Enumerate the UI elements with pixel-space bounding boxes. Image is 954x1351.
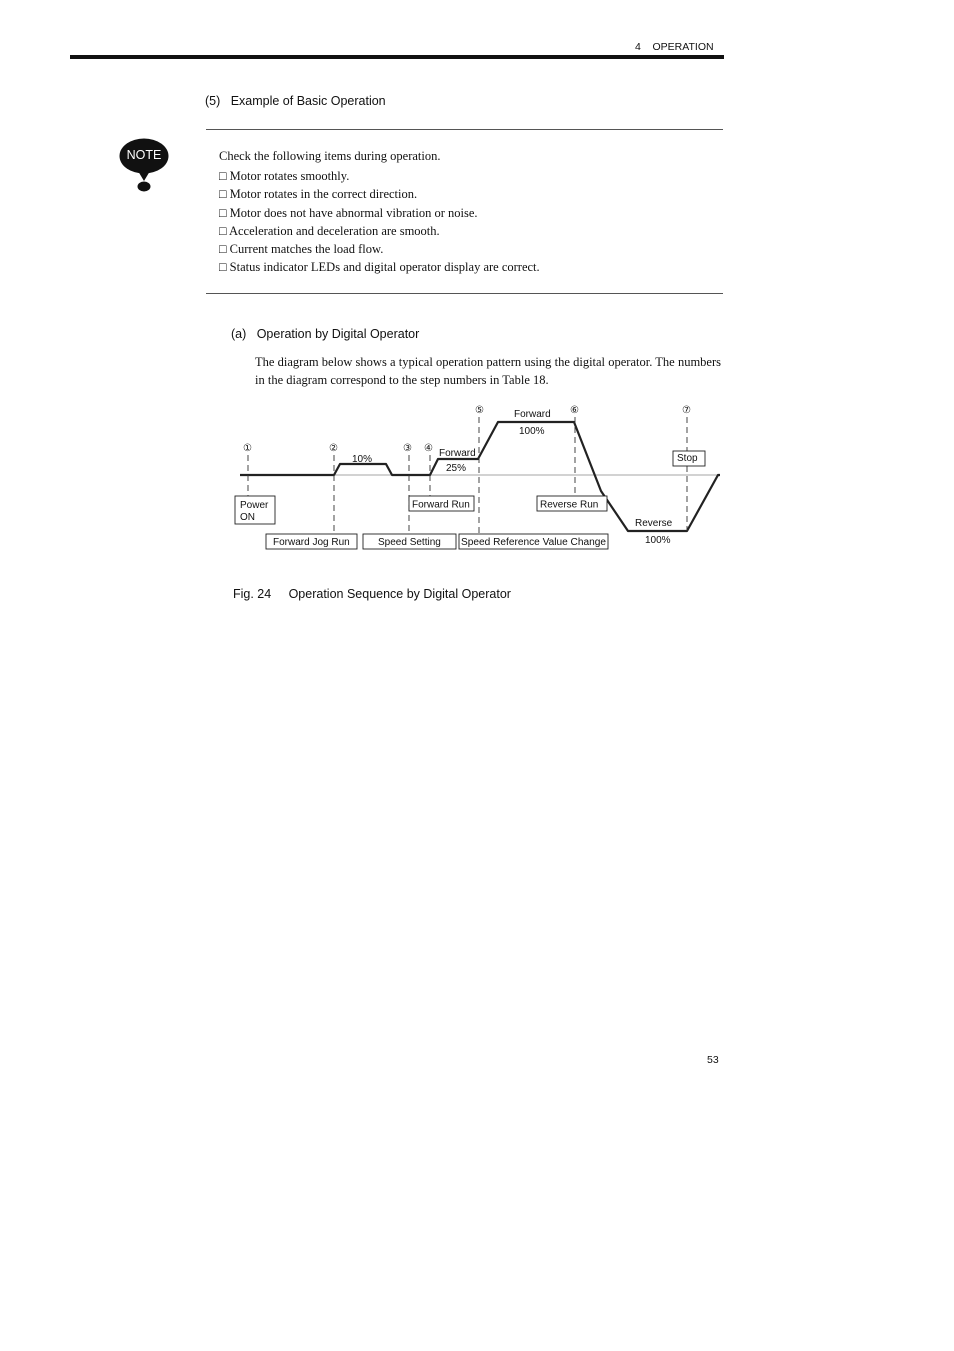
operation-sequence-diagram — [228, 395, 724, 560]
forward-25-value-label: 25% — [446, 463, 467, 474]
step-number-1: ① — [243, 443, 252, 454]
jog-speed-label: 10% — [352, 454, 373, 465]
note-intro: Check the following items during operation. — [219, 149, 441, 163]
power-on-label-line2: ON — [240, 512, 255, 523]
checklist-item: □ Motor does not have abnormal vibration or noise. — [219, 205, 478, 220]
step-number-4: ④ — [424, 443, 433, 454]
checklist-item: □ Status indicator LEDs and digital operator display are correct. — [219, 260, 540, 275]
speed-setting-label: Speed Setting — [378, 537, 441, 548]
reverse-run-label: Reverse Run — [540, 499, 599, 511]
forward-25-direction-label: Forward — [439, 448, 476, 459]
forward-100-value-label: 100% — [519, 426, 545, 437]
checklist-item: □ Motor rotates smoothly. — [219, 169, 350, 183]
body-paragraph: The diagram below shows a typical operation pattern using the digital operator. The numbers in the diagram correspond to the step numbers in Table 18. — [255, 355, 721, 387]
step-number-7: ⑦ — [682, 405, 691, 416]
step-number-6: ⑥ — [570, 405, 579, 416]
step-number-3: ③ — [403, 443, 412, 454]
forward-run-label: Forward Run — [412, 499, 470, 511]
speed-profile-line — [240, 422, 720, 531]
note-bottom-rule — [206, 293, 723, 294]
note-icon — [118, 138, 170, 194]
forward-jog-run-label: Forward Jog Run — [273, 537, 350, 548]
speed-reference-change-label: Speed Reference Value Change — [461, 537, 607, 548]
checklist-item: □ Current matches the load flow. — [219, 242, 384, 257]
checklist-item: □ Acceleration and deceleration are smooth. — [219, 223, 440, 238]
checklist-item: □ Motor rotates in the correct direction. — [219, 187, 418, 202]
checklist — [219, 167, 540, 277]
reverse-100-value-label: 100% — [645, 535, 671, 546]
reverse-100-direction-label: Reverse — [635, 518, 673, 529]
section-heading: (5) Example of Basic Operation — [205, 94, 386, 108]
note-top-rule — [206, 129, 723, 130]
stop-label: Stop — [677, 453, 698, 464]
step-number-2: ② — [329, 443, 338, 454]
figure-caption: Fig. 24 Operation Sequence by Digital Operator — [233, 587, 511, 601]
header-rule — [70, 55, 724, 59]
step-number-5: ⑤ — [475, 405, 484, 416]
subsection-heading: (a) Operation by Digital Operator — [231, 327, 420, 341]
page-number: 53 — [707, 1054, 719, 1066]
note-badge-label: NOTE — [126, 148, 162, 162]
power-on-label-line1: Power — [240, 500, 269, 511]
forward-100-direction-label: Forward — [514, 409, 551, 420]
running-head: 4 OPERATION — [635, 41, 714, 53]
